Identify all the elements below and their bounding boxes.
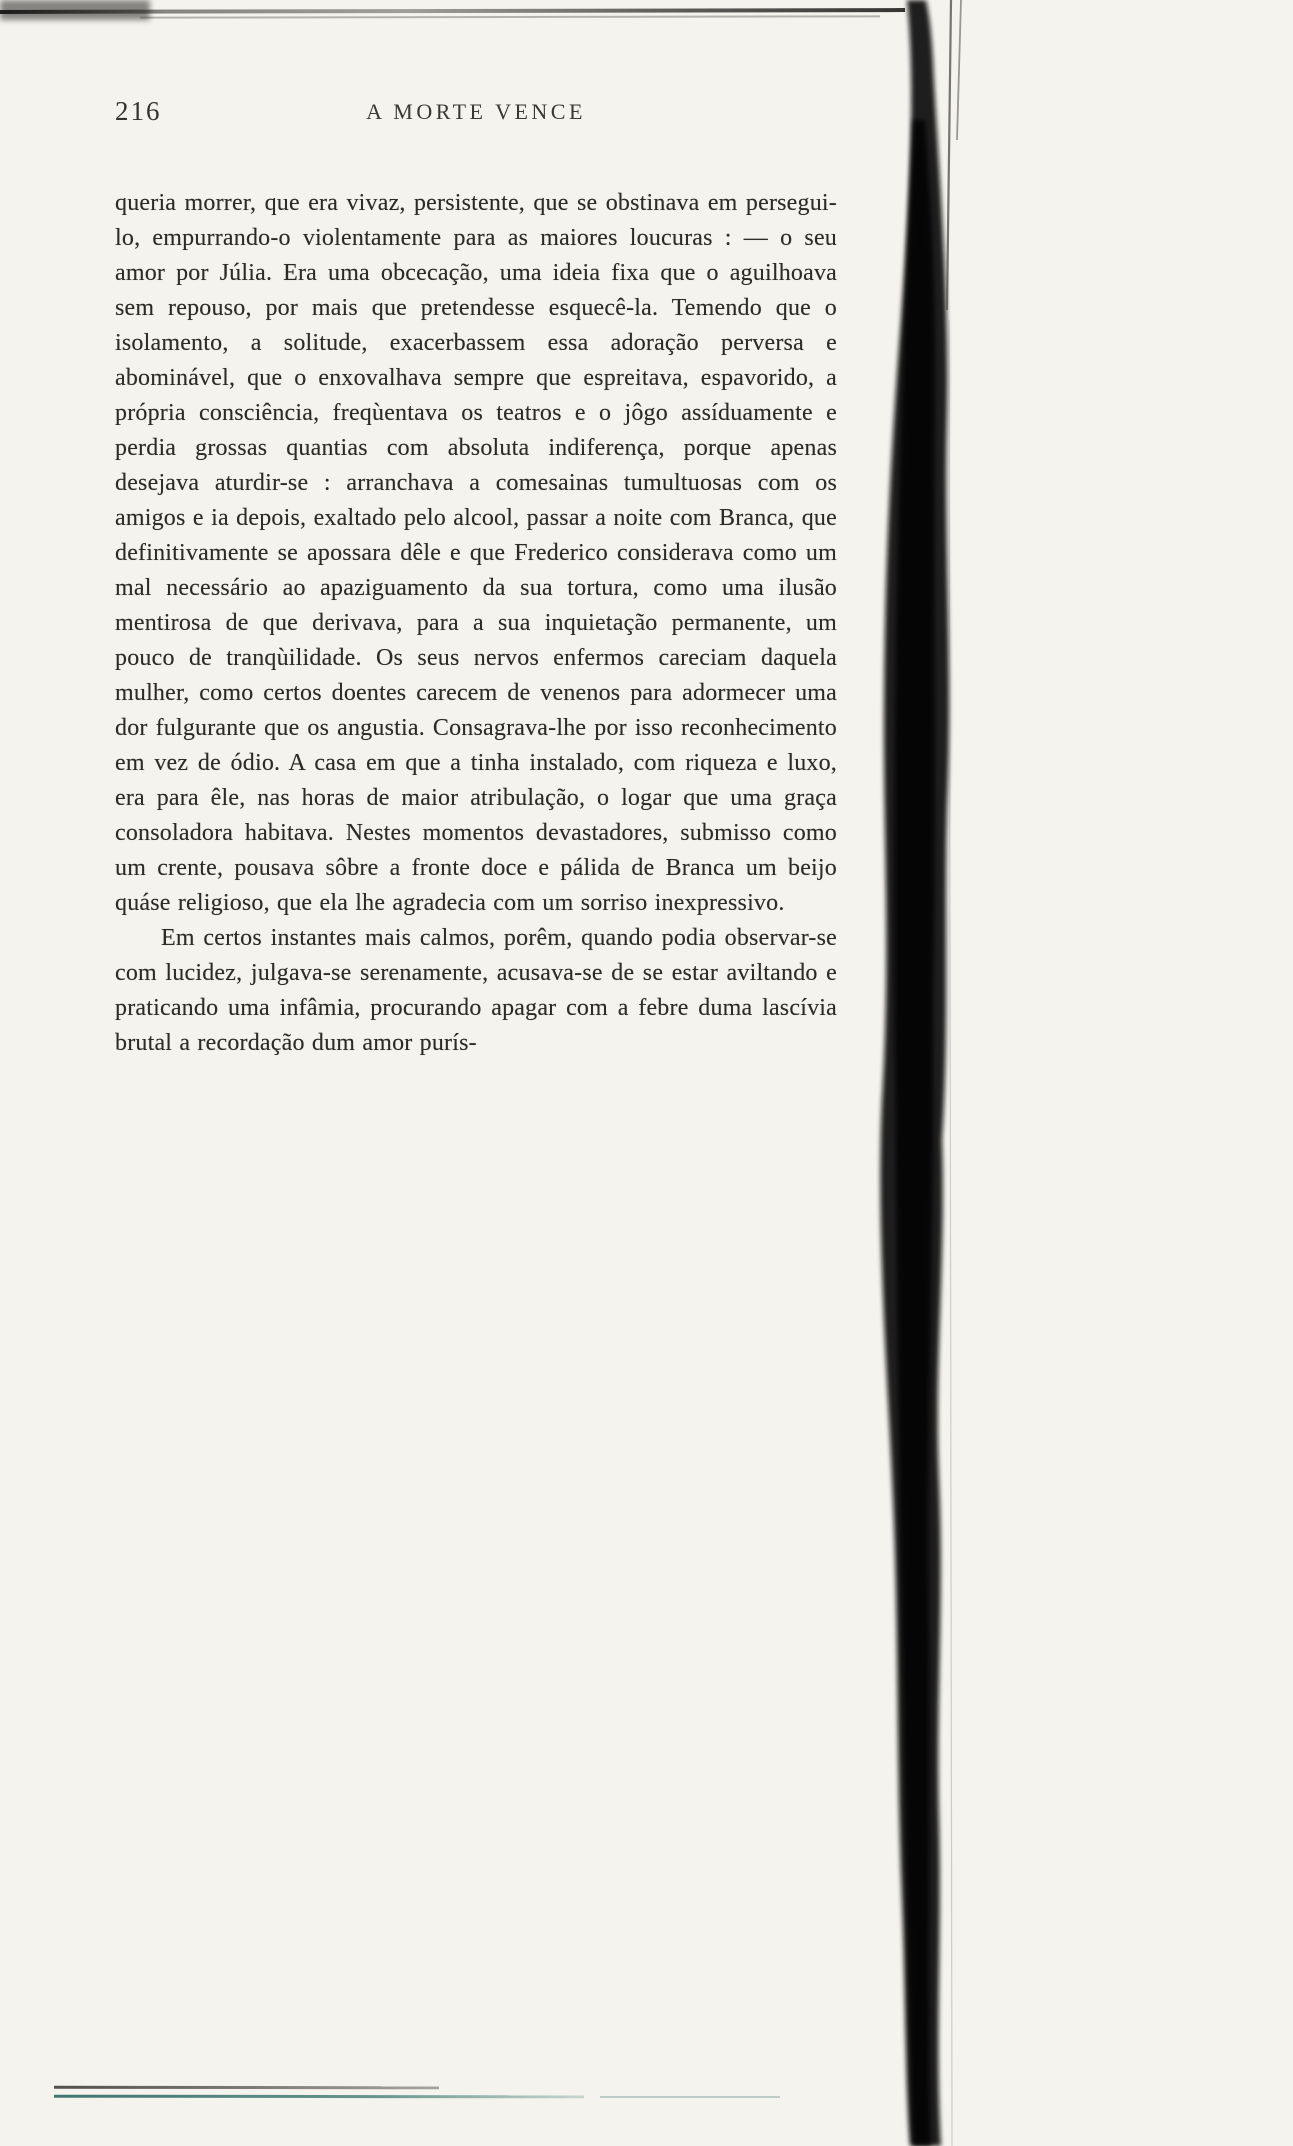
- paragraph: Em certos instantes mais calmos, porêm, quando podia observar-se com lucidez, julgava-se serenamente, acusava-se de se estar aviltando e praticando uma infâmia, procurando apagar com a febre duma lascívia brutal a recordação dum amor purís-: [115, 925, 837, 1056]
- body-text: [115, 186, 837, 1061]
- page-header: [115, 96, 837, 130]
- scan-artifact-bottom-teal-line-faint: [600, 2096, 780, 2098]
- paragraph: queria morrer, que era vivaz, persistente, que se obstinava em persegui-lo, empurrando-o violentamente para as maiores loucuras : — o seu amor por Júlia. Era uma obcecação, uma ideia fixa que o aguilhoava sem repouso, por mais que pretendesse esquecê-la. Temendo que o isolamento, a solitude, exacerbassem essa adoração perversa e abominável, que o enxovalhava sempre que espreitava, espavorido, a própria consciência, freqùentava os teatros e o jôgo assíduamente e perdia grossas quantias com absoluta indiferença, porque apenas desejava aturdir-se : arranchava a comesainas tumultuosas com os amigos e ia depois, exaltado pelo alcool, passar a noite com Branca, que definitivamente se apossara dêle e que Frederico considerava como um mal necessário ao apaziguamento da sua tortura, como uma ilusão mentirosa de que derivava, para a sua inquietação permanente, um pouco de tranqùilidade. Os seus nervos enfermos careciam daquela mulher, como certos doentes carecem de venenos para adormecer uma dor fulgurante que os angustia. Consagrava-lhe por isso reconhecimento em vez de ódio. A casa em que a tinha instalado, com riqueza e luxo, era para êle, nas horas de maior atribulação, o logar que uma graça consoladora habitava. Nestes momentos devastadores, submisso como um crente, pousava sôbre a fronte doce e pálida de Branca um beijo quáse religioso, que ela lhe agradecia com um sorriso inexpressivo.: [115, 190, 837, 916]
- scan-artifact-top-line: [0, 8, 905, 14]
- running-title: A MORTE VENCE: [366, 99, 586, 124]
- scan-artifact-bottom-teal-line: [54, 2095, 584, 2099]
- scan-artifact-bottom-line: [54, 2086, 439, 2090]
- page-number: 216: [115, 96, 162, 126]
- scan-edge-binding-shadow: [855, 0, 1005, 2146]
- scan-artifact-top-line-secondary: [140, 15, 880, 18]
